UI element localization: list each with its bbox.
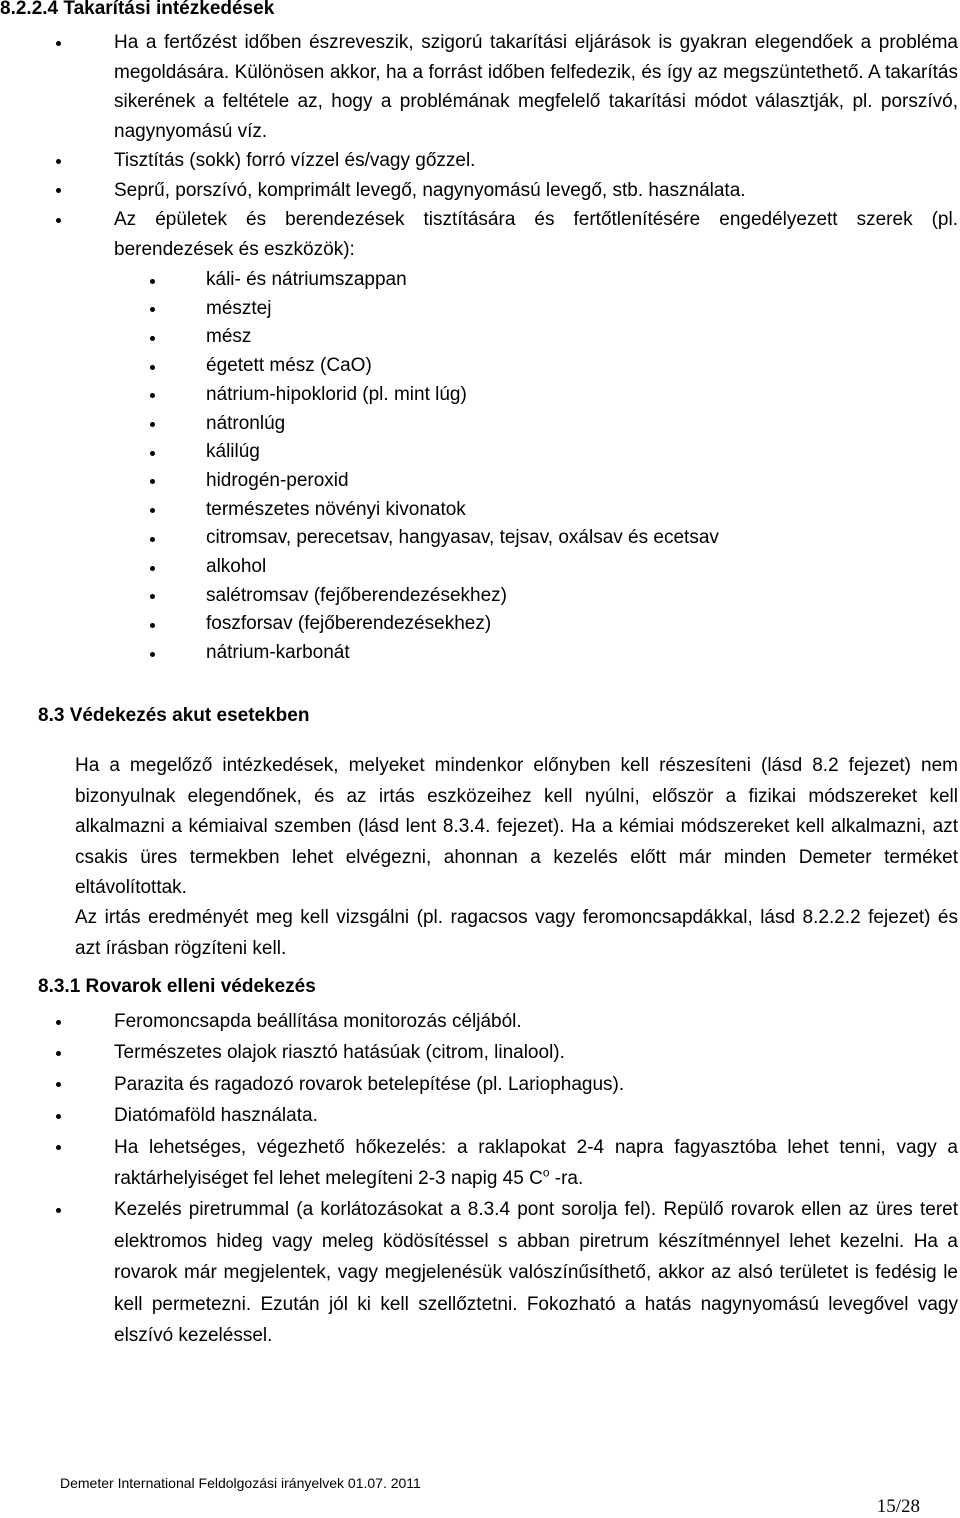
bullet-icon: [56, 1082, 61, 1087]
bullet-icon: [150, 279, 155, 284]
page-footer: Demeter International Feldolgozási irányelvek 01.07. 2011: [60, 1475, 421, 1491]
bullet-icon: [150, 537, 155, 542]
sub-list-item-text: alkohol: [206, 556, 267, 578]
list-item-text: Feromoncsapda beállítása monitorozás céljából.: [114, 1011, 522, 1032]
sub-list-item: [50, 639, 958, 668]
bullet-icon: [150, 566, 155, 571]
sub-list-item: [50, 323, 958, 352]
list-item: [50, 205, 958, 668]
list-item: [50, 1100, 958, 1131]
bullet-icon: [150, 365, 155, 370]
sub-list-item-text: égetett mész (CaO): [206, 355, 372, 377]
sub-list-item: [50, 524, 958, 553]
cleaning-measures-list: [50, 28, 958, 668]
sub-list-item: [50, 610, 958, 639]
list-item-text: Az épületek és berendezések tisztítására és fertőtlenítésére engedélyezett szerek (pl. berendezések és eszközök):: [114, 209, 958, 260]
bullet-icon: [56, 1145, 61, 1150]
list-item: [50, 146, 958, 176]
sub-list-item-text: nátrium-hipoklorid (pl. mint lúg): [206, 383, 467, 405]
sub-list-item: [50, 553, 958, 582]
sub-list-item-text: kálilúg: [206, 441, 260, 463]
sub-list-item-text: salétromsav (fejőberendezésekhez): [206, 584, 507, 606]
list-item-text: Ha a fertőzést időben észreveszik, szigorú takarítási eljárások is gyakran elegendőek a probléma megoldására. Különösen akkor, ha a forrást időben felfedezik, és így az megszüntethető. A takarítás sikerének a feltétele az, hogy a problémának megfelelő takarítási módot választják, pl. porszívó, nagynyomású víz.: [114, 32, 958, 142]
sub-list-item-text: nátronlúg: [206, 412, 286, 434]
bullet-icon: [150, 623, 155, 628]
list-item-text: Tisztítás (sokk) forró vízzel és/vagy gőzzel.: [114, 150, 476, 171]
degree-superscript: o: [542, 1165, 550, 1180]
sub-list-item: [50, 582, 958, 611]
list-item-text: Természetes olajok riasztó hatásúak (citrom, linalool).: [114, 1042, 565, 1064]
bullet-icon: [150, 479, 155, 484]
bullet-icon: [56, 1051, 61, 1056]
bullet-icon: [56, 218, 61, 223]
sub-list-item-text: mésztej: [206, 297, 272, 319]
sub-list-item-text: mész: [206, 326, 252, 348]
bullet-icon: [150, 652, 155, 657]
paragraph: Ha a megelőző intézkedések, melyeket mindenkor előnyben kell részesíteni (lásd 8.2 fejezet) nem bizonyulnak elegendőnek, és az irtás eszközeihez kell nyúlni, először a fizikai módszereket kell alkalmazni a kémiaival szemben (lásd lent 8.3.4. fejezet). Ha a kémiai módszereket kell alkalmazni, azt csakis üres termekben lehet elvégezni, ahonnan a kezelés előtt már minden Demeter terméket eltávolítottak.: [75, 755, 958, 898]
sub-list-item-text: nátrium-karbonát: [206, 642, 350, 664]
list-item: [50, 1132, 958, 1195]
list-item-text: Parazita és ragadozó rovarok betelepítése (pl. Lariophagus).: [114, 1073, 625, 1095]
bullet-icon: [150, 336, 155, 341]
bullet-icon: [56, 41, 61, 46]
sub-list-item: [50, 352, 958, 381]
bullet-icon: [56, 188, 61, 193]
disinfectant-list: [114, 266, 958, 668]
bullet-icon: [56, 1114, 61, 1119]
bullet-icon: [56, 1208, 61, 1213]
section-heading-8-3: 8.3 Védekezés akut esetekben: [38, 705, 310, 726]
sub-list-item: [50, 295, 958, 324]
sub-list-item: [50, 438, 958, 467]
section-heading-8-3-1: 8.3.1 Rovarok elleni védekezés: [38, 976, 316, 997]
list-item-text: Diatómaföld használata.: [114, 1105, 318, 1127]
list-item: [50, 1069, 958, 1100]
insect-control-list: [50, 1006, 958, 1351]
sub-list-item: [50, 496, 958, 525]
sub-list-item-text: hidrogén-peroxid: [206, 469, 349, 491]
sub-list-item: [50, 381, 958, 410]
sub-list-item-text: foszforsav (fejőberendezésekhez): [206, 613, 492, 635]
sub-list-item: [50, 410, 958, 439]
list-item: [50, 28, 958, 146]
bullet-icon: [150, 594, 155, 599]
sub-list-item: [50, 266, 958, 295]
heat-treatment-tail: -ra.: [549, 1168, 584, 1190]
sub-list-item: [50, 467, 958, 496]
bullet-icon: [150, 393, 155, 398]
list-item: [50, 1006, 958, 1037]
list-item: [50, 1037, 958, 1068]
sub-list-item-text: természetes növényi kivonatok: [206, 498, 466, 520]
bullet-icon: [150, 307, 155, 312]
bullet-icon: [150, 508, 155, 513]
paragraph: Az irtás eredményét meg kell vizsgálni (pl. ragacsos vagy feromoncsapdákkal, lásd 8.2.2.2 fejezet) és azt írásban rögzíteni kell.: [75, 907, 958, 959]
list-item: [50, 1194, 958, 1351]
bullet-icon: [56, 159, 61, 164]
bullet-icon: [150, 422, 155, 427]
section-heading-8-2-2-4: 8.2.2.4 Takarítási intézkedések: [0, 0, 275, 19]
heat-treatment-text: Ha lehetséges, végezhető hőkezelés: a raklapokat 2-4 napra fagyasztóba lehet tenni, vagy a raktárhelyiséget fel lehet melegíteni 2-3 napig 45 C: [114, 1136, 958, 1190]
page-number: 15/28: [876, 1496, 920, 1517]
list-item-text: Seprű, porszívó, komprimált levegő, nagynyomású levegő, stb. használata.: [114, 179, 746, 201]
list-item: [50, 176, 958, 206]
list-item-text: Kezelés piretrummal (a korlátozásokat a 8.3.4 pont sorolja fel). Repülő rovarok ellen az üres teret elektromos hideg vagy meleg ködösítéssel s abban piretrum készítménnyel lehet kezelni. Ha a rovarok már megjelentek, vagy megjelenésük valószínűsíthető, akkor az alsó területet is fedésig le kell permetezni. Ezután jól ki kell szellőztetni. Fokozható a hatás nagynyomású levegővel vagy elszívó kezeléssel.: [114, 1199, 958, 1347]
sub-list-item-text: citromsav, perecetsav, hangyasav, tejsav, oxálsav és ecetsav: [206, 527, 719, 549]
sub-list-item-text: káli- és nátriumszappan: [206, 269, 407, 290]
bullet-icon: [56, 1020, 61, 1025]
bullet-icon: [150, 451, 155, 456]
